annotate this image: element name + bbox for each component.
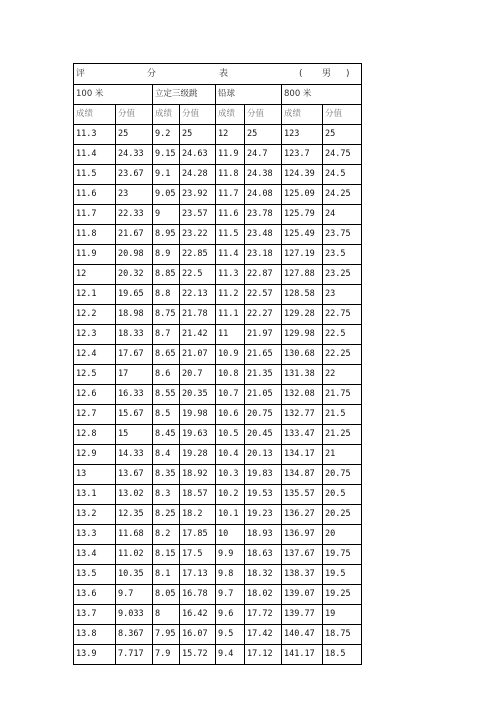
score-cell: 12.9 [74,445,116,465]
score-cell: 133.47 [282,425,323,445]
title-row [74,64,362,85]
points-cell: 17.13 [180,565,216,585]
points-cell: 23 [323,285,362,305]
table-row [74,465,362,485]
points-cell: 24.7 [245,145,282,165]
score-cell: 134.17 [282,445,323,465]
points-cell: 23.25 [323,265,362,285]
score-cell: 138.37 [282,565,323,585]
score-cell: 8.4 [153,445,180,465]
score-cell: 11.9 [216,145,245,165]
score-cell: 8.2 [153,525,180,545]
points-cell: 17.72 [245,605,282,625]
points-cell: 22.13 [180,285,216,305]
points-cell: 8.367 [116,625,153,645]
points-cell: 17.85 [180,525,216,545]
score-cell: 141.17 [282,645,323,665]
table-row [74,645,362,665]
score-cell: 7.95 [153,625,180,645]
table-row [74,425,362,445]
points-cell: 19.25 [323,585,362,605]
table-row [74,585,362,605]
score-cell: 9.7 [216,585,245,605]
points-cell: 21.05 [245,385,282,405]
points-cell: 18.32 [245,565,282,585]
score-cell: 8.7 [153,325,180,345]
points-cell: 24.75 [323,145,362,165]
points-cell: 18.57 [180,485,216,505]
score-cell: 139.07 [282,585,323,605]
table-row [74,505,362,525]
table-row [74,545,362,565]
title-char-5: 男 [322,69,332,79]
score-cell: 9 [153,205,180,225]
table-row [74,445,362,465]
points-cell: 19.53 [245,485,282,505]
points-cell: 23 [116,185,153,205]
points-cell: 23.78 [245,205,282,225]
score-cell: 123.7 [282,145,323,165]
score-cell: 129.98 [282,325,323,345]
score-cell: 130.68 [282,345,323,365]
points-cell: 24.33 [116,145,153,165]
score-cell: 8.9 [153,245,180,265]
score-cell: 13.1 [74,485,116,505]
score-cell: 132.08 [282,385,323,405]
points-cell: 18.75 [323,625,362,645]
points-cell: 18.02 [245,585,282,605]
points-cell: 18.93 [245,525,282,545]
score-cell: 134.87 [282,465,323,485]
table-row [74,565,362,585]
score-cell: 129.28 [282,305,323,325]
score-cell: 128.58 [282,285,323,305]
score-cell: 8.6 [153,365,180,385]
score-cell: 9.2 [153,125,180,145]
score-cell: 13.7 [74,605,116,625]
score-cell: 13.4 [74,545,116,565]
score-cell: 10.2 [216,485,245,505]
score-cell: 12.1 [74,285,116,305]
score-cell: 8.05 [153,585,180,605]
points-cell: 22.5 [180,265,216,285]
points-cell: 22 [323,365,362,385]
score-cell: 8.35 [153,465,180,485]
score-cell: 12.8 [74,425,116,445]
points-cell: 19.75 [323,545,362,565]
score-cell: 13.9 [74,645,116,665]
points-cell: 20.25 [323,505,362,525]
points-cell: 16.33 [116,385,153,405]
score-cell: 11.4 [74,145,116,165]
table-title [74,64,362,85]
score-cell: 12.6 [74,385,116,405]
points-cell: 21.65 [245,345,282,365]
table-row [74,205,362,225]
score-cell: 9.4 [216,645,245,665]
points-cell: 20.45 [245,425,282,445]
points-cell: 21.75 [323,385,362,405]
table-row [74,225,362,245]
title-char-6: ) [346,69,350,79]
score-cell: 13.5 [74,565,116,585]
points-cell: 23.75 [323,225,362,245]
score-cell: 8.1 [153,565,180,585]
header-score: 成绩 [282,105,323,125]
event-header-800m: 800 米 [282,85,362,105]
score-cell: 11.5 [74,165,116,185]
points-cell: 15.67 [116,405,153,425]
points-cell: 25 [180,125,216,145]
score-cell: 8.85 [153,265,180,285]
table-row [74,145,362,165]
score-cell: 8.15 [153,545,180,565]
column-header-row [74,105,362,125]
score-table-sheet [73,63,362,665]
header-points: 分值 [116,105,153,125]
points-cell: 19.98 [180,405,216,425]
points-cell: 19.5 [323,565,362,585]
score-cell: 8.3 [153,485,180,505]
points-cell: 9.033 [116,605,153,625]
score-cell: 125.79 [282,205,323,225]
points-cell: 21 [323,445,362,465]
points-cell: 20.35 [180,385,216,405]
points-cell: 20.7 [180,365,216,385]
table-row [74,365,362,385]
points-cell: 20.98 [116,245,153,265]
points-cell: 23.92 [180,185,216,205]
points-cell: 22.57 [245,285,282,305]
points-cell: 16.78 [180,585,216,605]
points-cell: 17 [116,365,153,385]
score-cell: 12.5 [74,365,116,385]
points-cell: 20.13 [245,445,282,465]
points-cell: 18.5 [323,645,362,665]
score-cell: 125.09 [282,185,323,205]
score-cell: 10.4 [216,445,245,465]
score-cell: 13.8 [74,625,116,645]
table-row [74,245,362,265]
points-cell: 20.75 [323,465,362,485]
score-table [73,63,362,665]
table-row [74,325,362,345]
score-cell: 123 [282,125,323,145]
points-cell: 23.57 [180,205,216,225]
score-cell: 9.15 [153,145,180,165]
points-cell: 23.48 [245,225,282,245]
points-cell: 21.67 [116,225,153,245]
points-cell: 20.32 [116,265,153,285]
score-cell: 127.19 [282,245,323,265]
score-cell: 11 [216,325,245,345]
score-cell: 8.55 [153,385,180,405]
score-cell: 11.3 [216,265,245,285]
points-cell: 14.33 [116,445,153,465]
score-cell: 12 [216,125,245,145]
score-cell: 8.25 [153,505,180,525]
points-cell: 16.42 [180,605,216,625]
score-cell: 11.9 [74,245,116,265]
score-cell: 11.3 [74,125,116,145]
score-cell: 8.75 [153,305,180,325]
points-cell: 24.38 [245,165,282,185]
points-cell: 24.63 [180,145,216,165]
event-header-shot-put: 铅球 [216,85,282,105]
points-cell: 20 [323,525,362,545]
points-cell: 21.42 [180,325,216,345]
score-cell: 13.6 [74,585,116,605]
points-cell: 24.25 [323,185,362,205]
score-cell: 10.3 [216,465,245,485]
score-cell: 9.05 [153,185,180,205]
points-cell: 11.68 [116,525,153,545]
score-cell: 11.1 [216,305,245,325]
table-row [74,265,362,285]
header-score: 成绩 [216,105,245,125]
points-cell: 18.33 [116,325,153,345]
score-cell: 127.88 [282,265,323,285]
score-cell: 12.2 [74,305,116,325]
table-row [74,605,362,625]
score-cell: 8.8 [153,285,180,305]
points-cell: 25 [245,125,282,145]
table-row [74,525,362,545]
points-cell: 21.5 [323,405,362,425]
score-cell: 10.7 [216,385,245,405]
points-cell: 20.5 [323,485,362,505]
points-cell: 22.25 [323,345,362,365]
score-cell: 10.5 [216,425,245,445]
points-cell: 21.78 [180,305,216,325]
points-cell: 19 [323,605,362,625]
points-cell: 11.02 [116,545,153,565]
score-cell: 11.2 [216,285,245,305]
points-cell: 21.35 [245,365,282,385]
score-cell: 10.6 [216,405,245,425]
points-cell: 21.97 [245,325,282,345]
header-points: 分值 [180,105,216,125]
score-cell: 11.7 [74,205,116,225]
score-cell: 11.8 [74,225,116,245]
points-cell: 10.35 [116,565,153,585]
points-cell: 17.67 [116,345,153,365]
score-cell: 7.9 [153,645,180,665]
points-cell: 23.18 [245,245,282,265]
score-cell: 125.49 [282,225,323,245]
score-cell: 9.8 [216,565,245,585]
score-cell: 12 [74,265,116,285]
score-cell: 8.95 [153,225,180,245]
points-cell: 19.65 [116,285,153,305]
points-cell: 17.12 [245,645,282,665]
points-cell: 13.67 [116,465,153,485]
points-cell: 23.5 [323,245,362,265]
points-cell: 15 [116,425,153,445]
points-cell: 24 [323,205,362,225]
points-cell: 17.42 [245,625,282,645]
table-row [74,405,362,425]
score-cell: 131.38 [282,365,323,385]
points-cell: 22.87 [245,265,282,285]
points-cell: 20.75 [245,405,282,425]
score-cell: 124.39 [282,165,323,185]
points-cell: 22.5 [323,325,362,345]
score-cell: 8 [153,605,180,625]
title-char-2: 分 [147,69,157,79]
score-cell: 8.45 [153,425,180,445]
score-cell: 8.65 [153,345,180,365]
score-cell: 12.7 [74,405,116,425]
points-cell: 21.25 [323,425,362,445]
score-cell: 11.7 [216,185,245,205]
points-cell: 25 [323,125,362,145]
points-cell: 22.75 [323,305,362,325]
points-cell: 25 [116,125,153,145]
points-cell: 22.27 [245,305,282,325]
score-cell: 12.4 [74,345,116,365]
score-cell: 9.6 [216,605,245,625]
table-row [74,165,362,185]
points-cell: 19.63 [180,425,216,445]
table-row [74,185,362,205]
table-row [74,285,362,305]
score-cell: 13.2 [74,505,116,525]
points-cell: 19.83 [245,465,282,485]
score-cell: 137.67 [282,545,323,565]
header-points: 分值 [323,105,362,125]
score-cell: 11.8 [216,165,245,185]
score-cell: 10 [216,525,245,545]
score-cell: 140.47 [282,625,323,645]
points-cell: 9.7 [116,585,153,605]
header-points: 分值 [245,105,282,125]
score-cell: 11.4 [216,245,245,265]
points-cell: 19.28 [180,445,216,465]
points-cell: 23.22 [180,225,216,245]
event-header-row [74,85,362,105]
points-cell: 12.35 [116,505,153,525]
points-cell: 7.717 [116,645,153,665]
points-cell: 18.63 [245,545,282,565]
score-cell: 136.27 [282,505,323,525]
title-char-1: 评 [76,69,86,79]
table-row [74,305,362,325]
header-score: 成绩 [153,105,180,125]
table-row [74,625,362,645]
score-cell: 9.1 [153,165,180,185]
points-cell: 22.33 [116,205,153,225]
points-cell: 15.72 [180,645,216,665]
points-cell: 24.08 [245,185,282,205]
points-cell: 18.98 [116,305,153,325]
table-row [74,385,362,405]
points-cell: 21.07 [180,345,216,365]
score-cell: 10.1 [216,505,245,525]
score-cell: 13 [74,465,116,485]
score-cell: 135.57 [282,485,323,505]
points-cell: 18.92 [180,465,216,485]
score-cell: 13.3 [74,525,116,545]
score-cell: 8.5 [153,405,180,425]
table-row [74,345,362,365]
header-score: 成绩 [74,105,116,125]
score-cell: 132.77 [282,405,323,425]
points-cell: 22.85 [180,245,216,265]
score-cell: 11.6 [216,205,245,225]
points-cell: 24.5 [323,165,362,185]
table-row [74,125,362,145]
score-cell: 10.8 [216,365,245,385]
title-char-4: ( [299,69,303,79]
score-cell: 9.9 [216,545,245,565]
title-char-3: 表 [219,69,229,79]
points-cell: 23.67 [116,165,153,185]
score-cell: 11.6 [74,185,116,205]
points-cell: 19.23 [245,505,282,525]
points-cell: 16.07 [180,625,216,645]
score-cell: 12.3 [74,325,116,345]
score-cell: 139.77 [282,605,323,625]
score-cell: 11.5 [216,225,245,245]
score-cell: 9.5 [216,625,245,645]
table-row [74,485,362,505]
points-cell: 18.2 [180,505,216,525]
event-header-triple-jump: 立定三级跳 [153,85,216,105]
points-cell: 13.02 [116,485,153,505]
score-cell: 10.9 [216,345,245,365]
event-header-100m: 100 米 [74,85,153,105]
points-cell: 24.28 [180,165,216,185]
score-cell: 136.97 [282,525,323,545]
points-cell: 17.5 [180,545,216,565]
